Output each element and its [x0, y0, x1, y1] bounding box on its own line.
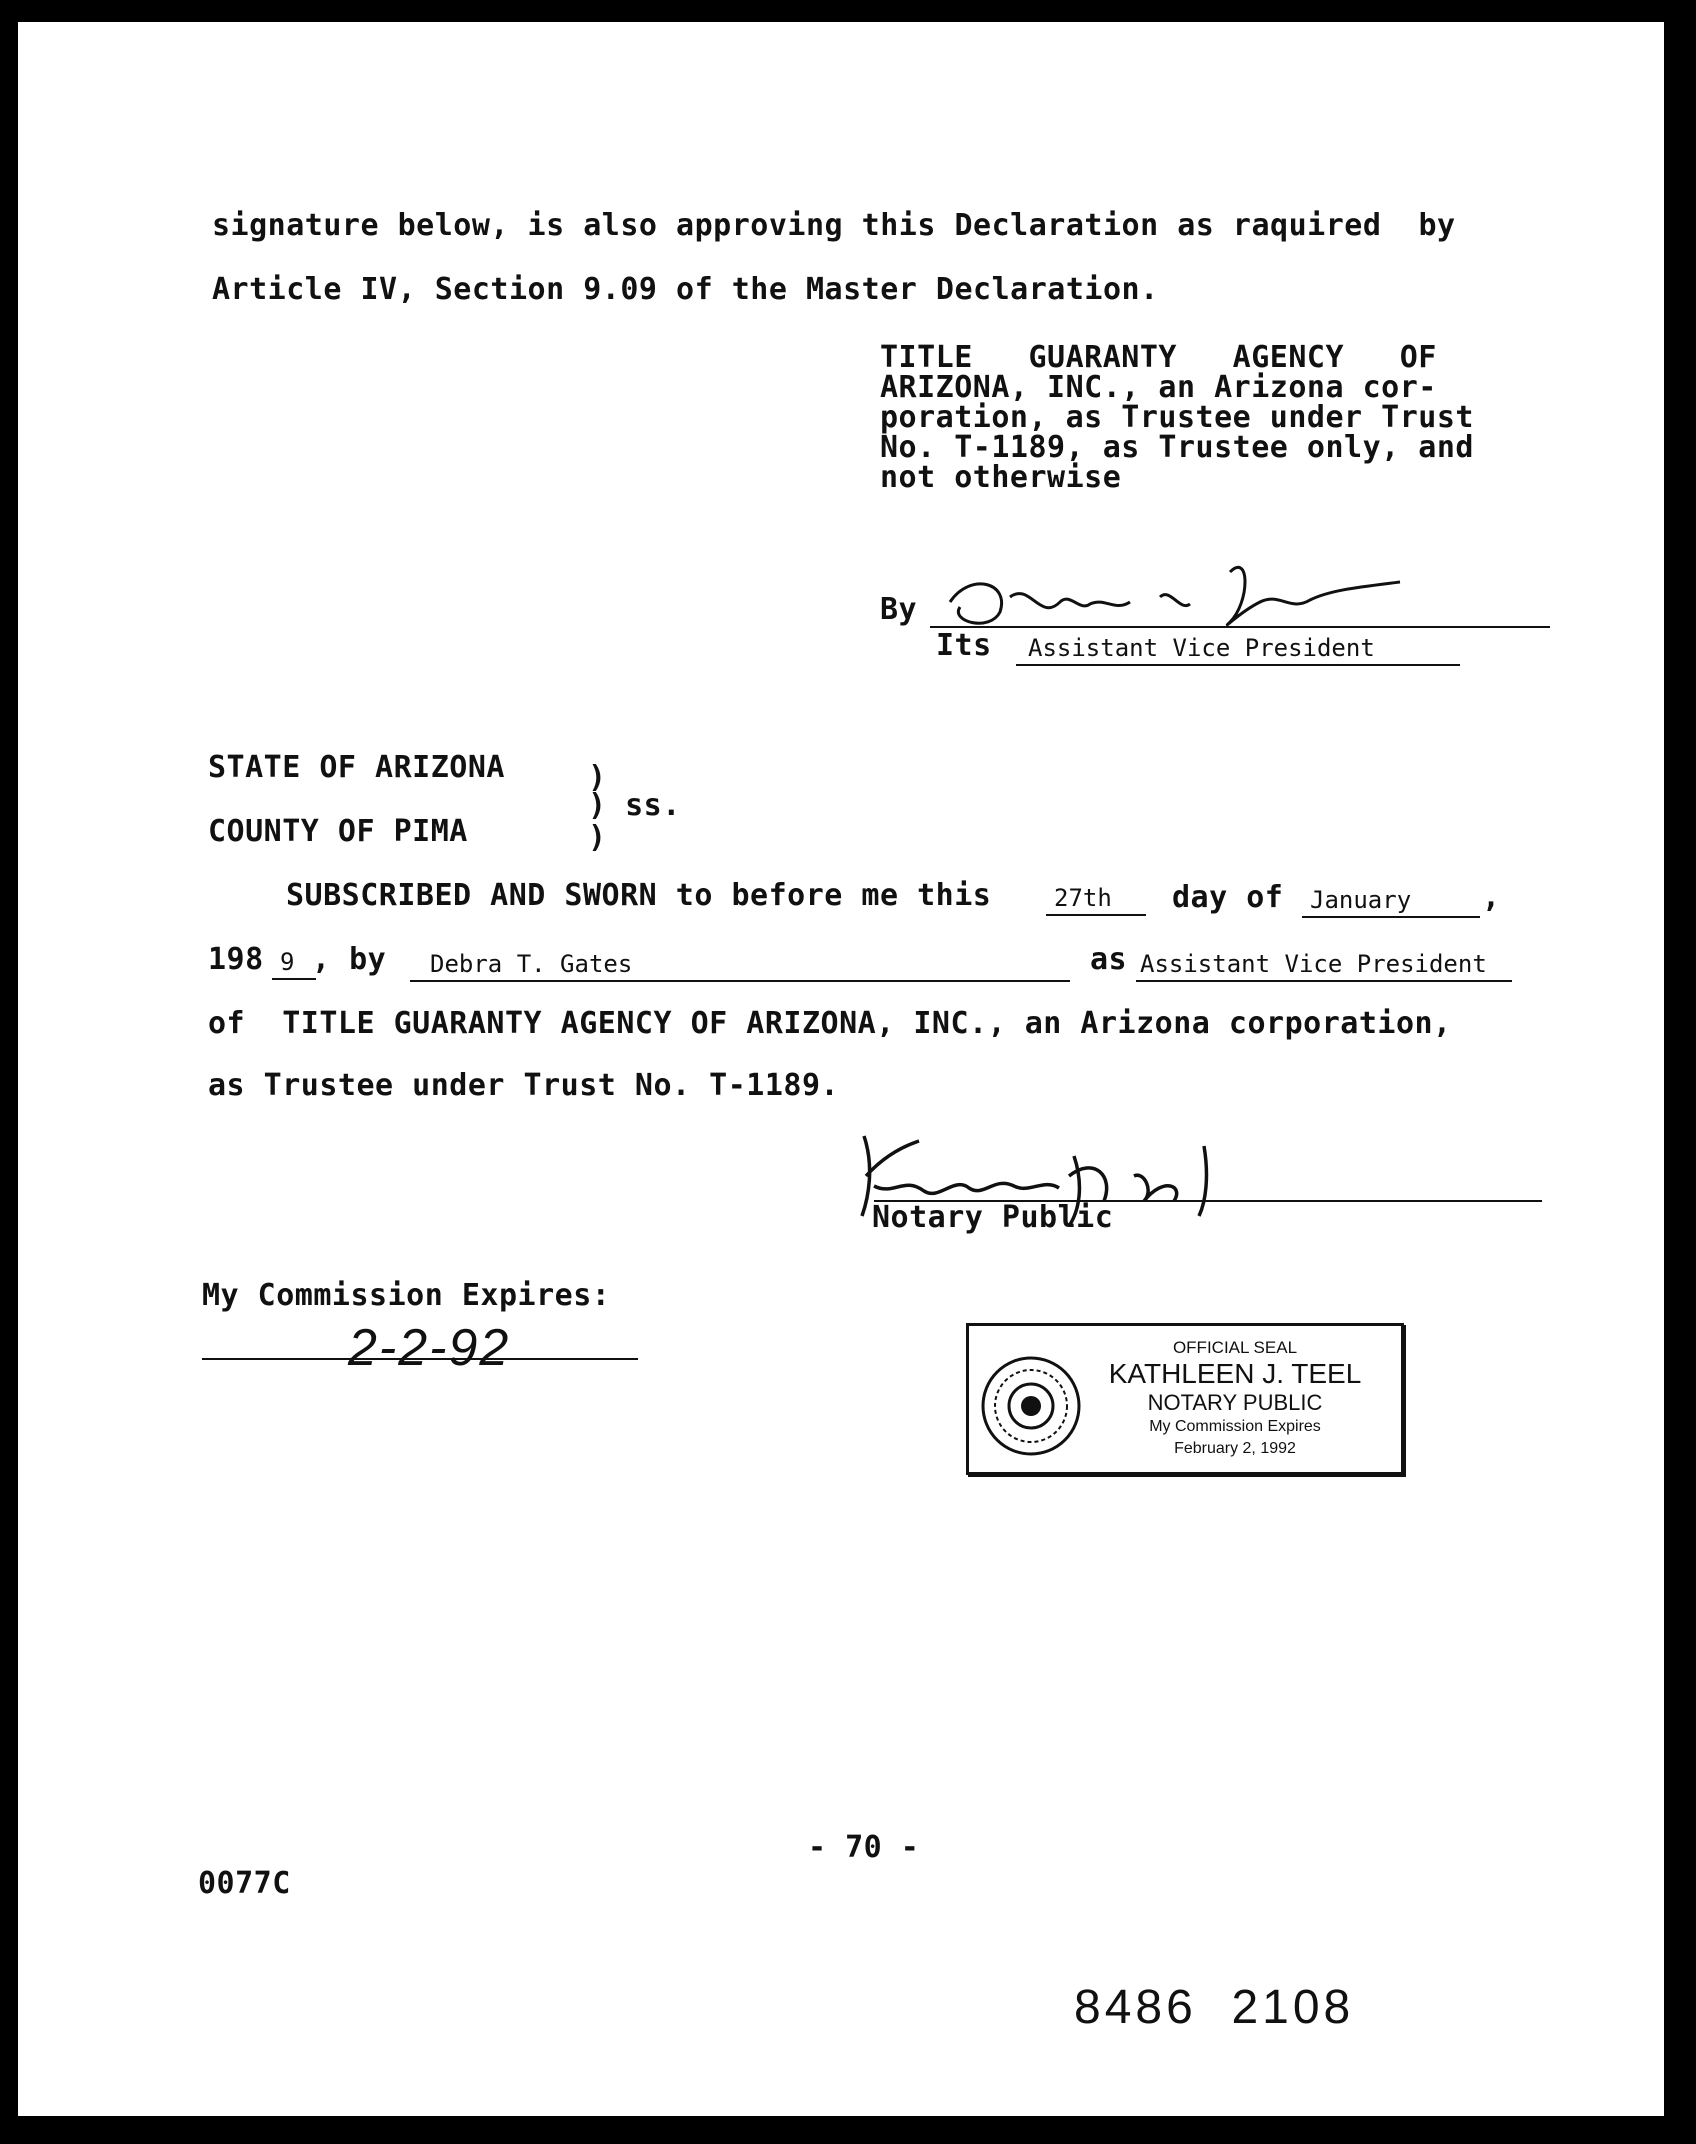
venue-paren-mid: ) ss. [588, 788, 681, 823]
seal-line-5: February 2, 1992 [1174, 1440, 1296, 1457]
jurat-day-of: day of [1172, 880, 1284, 915]
jurat-day: 27th [1054, 884, 1112, 912]
venue-paren-bot: ) [588, 820, 607, 855]
jurat-line1-a: SUBSCRIBED AND SWORN to before me this [286, 878, 992, 913]
document-page [18, 22, 1664, 2116]
trustee-line-4: No. T-1189, as Trustee only, and [880, 430, 1474, 465]
its-title-value: Assistant Vice President [1028, 634, 1375, 662]
notary-seal-emblem [979, 1354, 1083, 1458]
intro-line-2: Article IV, Section 9.09 of the Master Declaration. [212, 272, 1159, 307]
jurat-year-prefix: 198 [208, 942, 264, 977]
page-number: - 70 - [808, 1830, 920, 1865]
seal-line-2: KATHLEEN J. TEEL [1108, 1358, 1362, 1389]
venue-state: STATE OF ARIZONA [208, 750, 505, 785]
its-line [1016, 664, 1460, 666]
recording-number: 8486 2108 [1074, 1981, 1355, 2034]
jurat-title-line [1136, 980, 1512, 982]
seal-line-1: OFFICIAL SEAL [1172, 1338, 1298, 1357]
trustee-line-1: TITLE GUARANTY AGENCY OF [880, 340, 1437, 375]
jurat-title: Assistant Vice President [1140, 950, 1487, 978]
jurat-day-line [1046, 914, 1146, 916]
jurat-by: , by [312, 942, 387, 977]
official-seal-stamp [966, 1323, 1404, 1475]
seal-line-3: NOTARY PUBLIC [1147, 1390, 1323, 1415]
trustee-line-2: ARIZONA, INC., an Arizona cor- [880, 370, 1437, 405]
jurat-as: as [1090, 942, 1128, 977]
seal-line-4: My Commission Expires [1149, 1418, 1321, 1435]
jurat-year-line [272, 978, 316, 980]
by-label: By [880, 592, 918, 627]
doc-code: 0077C [198, 1866, 291, 1901]
jurat-month-line [1302, 916, 1480, 918]
jurat-year-suffix: 9 [280, 948, 295, 976]
its-label: Its [936, 628, 992, 663]
jurat-line-4: as Trustee under Trust No. T-1189. [208, 1068, 840, 1103]
trustee-line-3: poration, as Trustee under Trust [880, 400, 1474, 435]
commission-date-line [202, 1358, 638, 1360]
jurat-comma: , [1482, 880, 1501, 915]
intro-line-1: signature below, is also approving this Declaration as raquired by [212, 208, 1456, 243]
commission-label: My Commission Expires: [202, 1278, 611, 1313]
venue-paren-top: ) [588, 760, 607, 795]
jurat-line-3: of TITLE GUARANTY AGENCY OF ARIZONA, INC., an Arizona corporation, [208, 1006, 1452, 1041]
jurat-name-line [410, 980, 1070, 982]
commission-date-handwritten: 2-2-92 [348, 1319, 511, 1377]
jurat-name: Debra T. Gates [430, 950, 633, 978]
notary-label: Notary Public [872, 1200, 1114, 1235]
trustee-line-5: not otherwise [880, 460, 1122, 495]
venue-county: COUNTY OF PIMA [208, 814, 468, 849]
jurat-month: January [1310, 886, 1412, 914]
